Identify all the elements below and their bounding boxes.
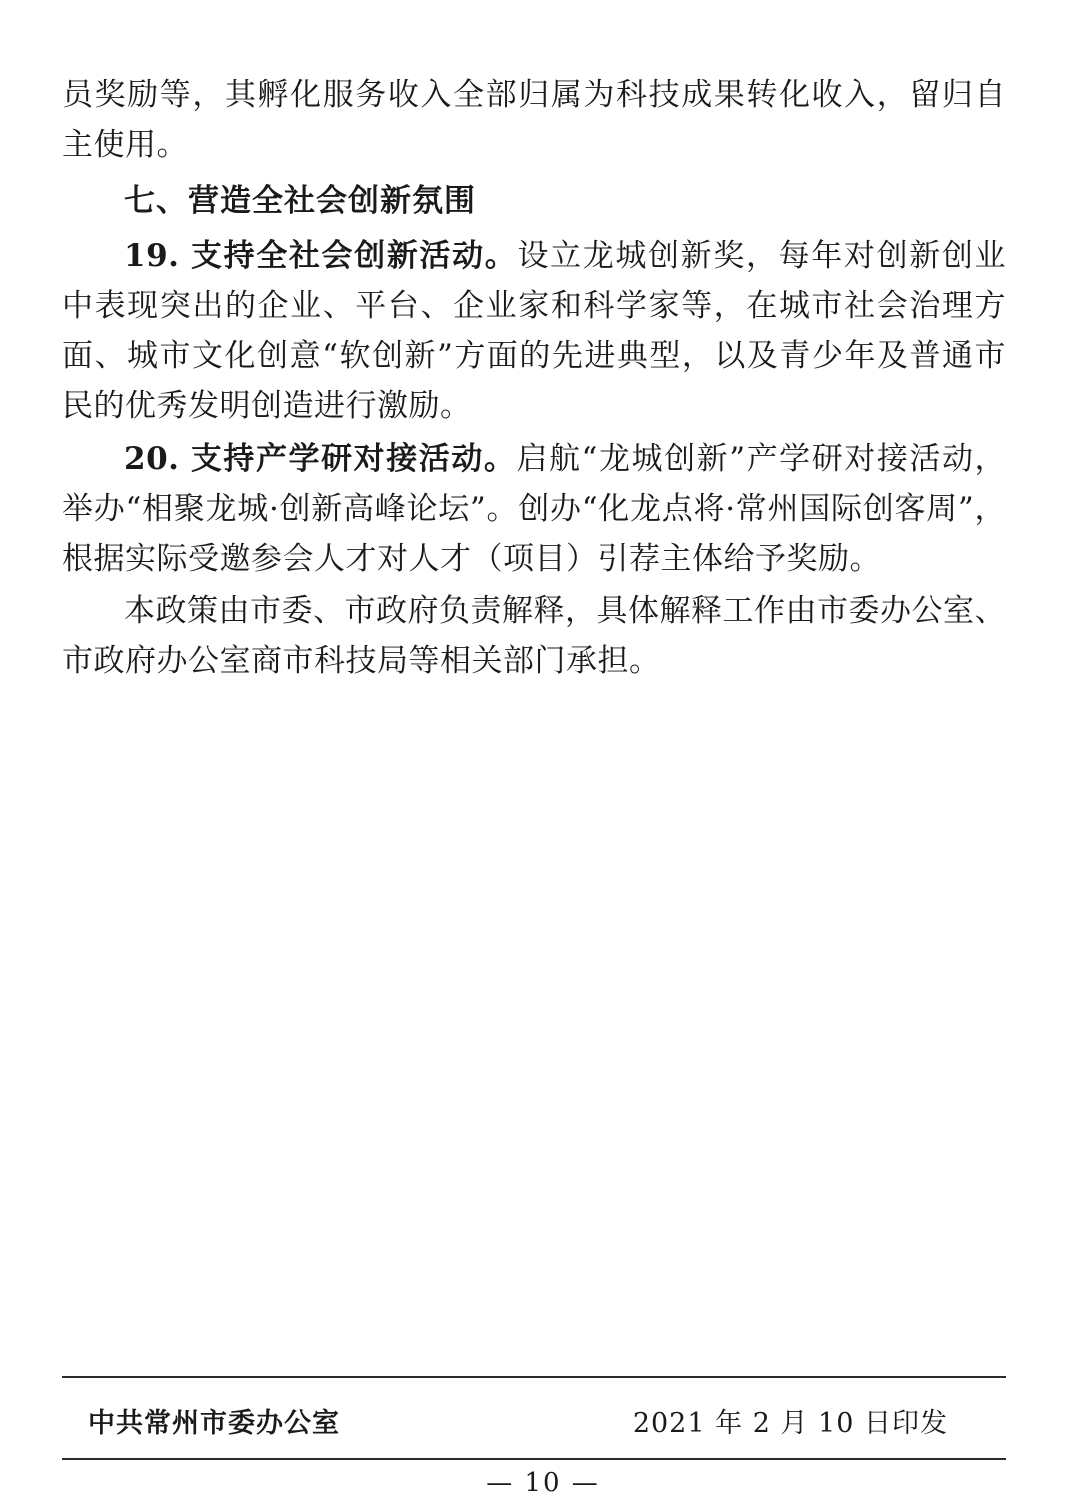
item-20-number: 20. <box>124 440 180 477</box>
footer-bottom-divider <box>62 1458 1006 1460</box>
item-20-text: 启航“龙城创新”产学研对接活动，举办“相聚龙城·创新高峰论坛”。创办“化龙点将·常州国际创客周”，根据实际受邀参会人才对人才（项目）引荐主体给予奖励。 <box>62 440 1006 577</box>
page-number-label: — 10 — <box>486 1468 600 1498</box>
footer-date: 2021 年 2 月 10 日印发 <box>632 1407 948 1439</box>
item-20-lead: 支持产学研对接活动。 <box>190 440 517 477</box>
section-heading: 七、营造全社会创新氛围 <box>124 183 476 220</box>
item-19-number: 19. <box>124 237 180 274</box>
item-19-text: 设立龙城创新奖，每年对创新创业中表现突出的企业、平台、企业家和科学家等，在城市社会治理方面、城市文化创意“软创新”方面的先进典型，以及青少年及普通市民的优秀发明创造进行激励。 <box>62 237 1007 425</box>
document-footer <box>62 1390 1006 1450</box>
paragraph-continued: 员奖励等，其孵化服务收入全部归属为科技成果转化收入，留归自主使用。 <box>62 77 1006 164</box>
page-number <box>0 1468 1068 1498</box>
closing-paragraph: 本政策由市委、市政府负责解释，具体解释工作由市委办公室、市政府办公室商市科技局等相关部门承担。 <box>62 593 1006 680</box>
item-19-lead: 支持全社会创新活动。 <box>190 237 518 274</box>
footer-top-divider <box>62 1376 1006 1378</box>
footer-issuer: 中共常州市委办公室 <box>88 1407 340 1439</box>
numbered-item-19 <box>62 231 1006 432</box>
numbered-item-20 <box>62 434 1006 585</box>
